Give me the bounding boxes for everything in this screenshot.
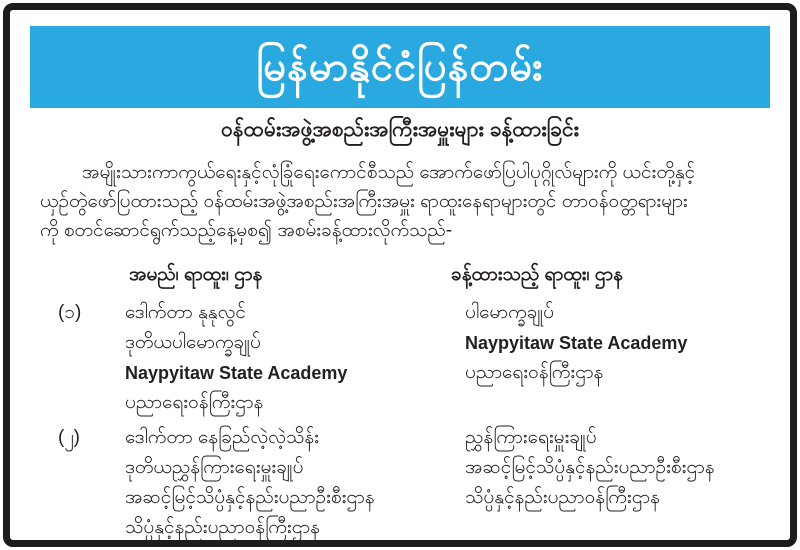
intro-paragraph <box>40 158 764 245</box>
gazette-banner <box>30 26 770 108</box>
cell-line: ဒုတိယပါမောက္ခချုပ် <box>125 332 261 353</box>
intro-line: ကို စတင်ဆောင်ရွက်သည့်နေ့မှစ၍ အစမ်းခန့်ထားလိုက်သည်- <box>40 220 453 241</box>
column-header-appointed-position: ခန့်ထားသည့် ရာထူး၊ ဌာန <box>451 264 623 285</box>
intro-line: ယှဉ်တွဲဖော်ပြထားသည့် ဝန်ထမ်းအဖွဲ့အစည်းအကြီးအမှူး ရာထူးနေရာများတွင် တာဝန်ဝတ္တရားများ <box>40 191 688 212</box>
cell-line: ဒေါက်တာ နေခြည်လဲ့လဲ့သိန်း <box>125 427 319 448</box>
row-number: (၂) <box>58 427 80 448</box>
cell-line: Naypyitaw State Academy <box>465 333 688 353</box>
notice-title: ဝန်ထမ်းအဖွဲ့အစည်းအကြီးအမှူးများ ခန့်ထားခြင်း <box>221 118 579 141</box>
gazette-banner-title: မြန်မာနိုင်ငံပြန်တမ်း <box>256 45 544 89</box>
intro-line: အမျိုးသားကာကွယ်ရေးနှင့်လုံခြုံရေးကောင်စီသည် အောက်ဖော်ပြပါပုဂ္ဂိုလ်များကို ယင်းတို့နှင့် <box>82 162 696 183</box>
cell-line: ညွှန်ကြားရေးမှူးချုပ် <box>465 427 597 448</box>
cell-line: သိပ္ပံနှင့်နည်းပညာဝန်ကြီးဌာန <box>125 517 320 538</box>
cell-line: သိပ္ပံနှင့်နည်းပညာဝန်ကြီးဌာန <box>465 487 660 508</box>
table-row <box>10 298 790 418</box>
appointed-position-cell <box>465 423 790 513</box>
cell-line: ပညာရေးဝန်ကြီးဌာန <box>465 362 604 383</box>
table-header-row <box>10 260 790 290</box>
appointed-position-cell <box>465 298 790 388</box>
cell-line: ဒုတိယညွှန်ကြားရေးမှူးချုပ် <box>125 457 304 478</box>
column-header-name-position: အမည်၊ ရာထူး၊ ဌာန <box>129 264 263 285</box>
cell-line: အဆင့်မြင့်သိပ္ပံနှင့်နည်းပညာဦးစီးဌာန <box>465 457 715 478</box>
cell-line: အဆင့်မြင့်သိပ္ပံနှင့်နည်းပညာဦးစီးဌာန <box>125 487 375 508</box>
cell-line: Naypyitaw State Academy <box>125 363 348 383</box>
appointments-table <box>10 260 790 548</box>
row-number: (၁) <box>58 302 82 323</box>
name-position-cell <box>125 298 465 418</box>
page-border-frame <box>3 3 797 547</box>
cell-line: ပါမောက္ခချုပ် <box>465 302 554 323</box>
name-position-cell <box>125 423 465 543</box>
cell-line: ပညာရေးဝန်ကြီးဌာန <box>125 392 264 413</box>
cell-line: ဒေါက်တာ နုနုလွင် <box>125 302 246 323</box>
table-row <box>10 423 790 543</box>
